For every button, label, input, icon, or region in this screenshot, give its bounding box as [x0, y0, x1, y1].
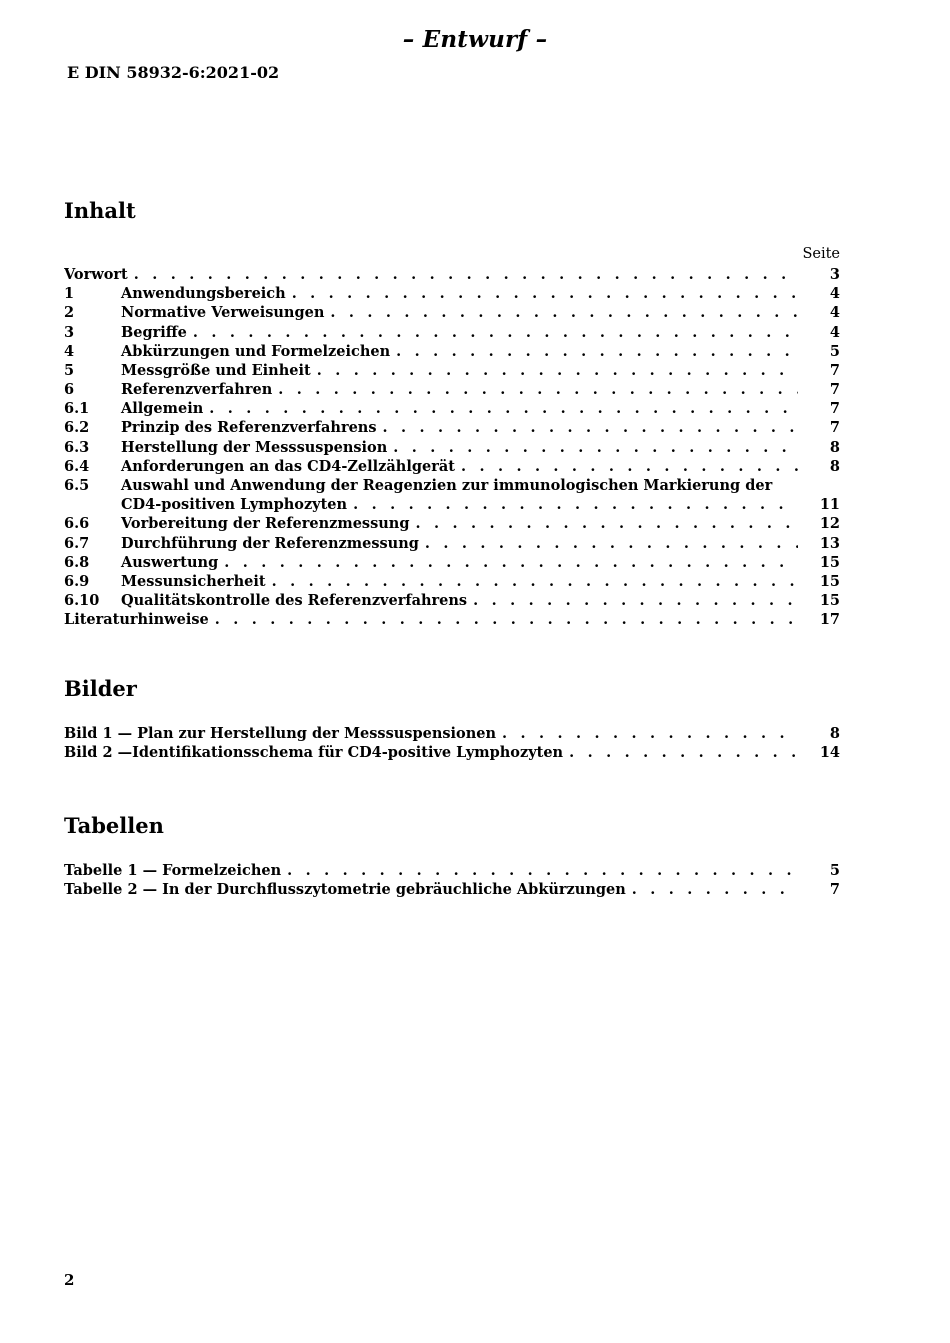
- toc-entry-6-7[interactable]: [64, 534, 840, 553]
- toc-entry-number: 6.9: [64, 572, 90, 590]
- toc-entry-page: 7: [829, 381, 840, 399]
- table-entry-page: 7: [829, 881, 840, 899]
- toc-entry-label: Auswertung: [121, 553, 219, 571]
- toc-entry-page: 4: [829, 304, 840, 322]
- leader-dots: [272, 572, 798, 591]
- toc-entry-page: 12: [819, 515, 840, 533]
- toc-entry-page: 13: [819, 534, 840, 552]
- leader-dots: [416, 514, 799, 533]
- leader-dots: [278, 380, 798, 399]
- document-id: E DIN 58932-6:2021-02: [67, 63, 280, 82]
- toc-entry-6-10[interactable]: [64, 591, 840, 610]
- toc-entry-number: 6.10: [64, 592, 100, 610]
- toc-entry-6-5-line2[interactable]: [64, 495, 840, 514]
- toc-entry-number: 1: [64, 285, 75, 303]
- toc-entry-6[interactable]: [64, 380, 840, 399]
- figure-entry-page: 8: [829, 724, 840, 742]
- toc-entry-label: Qualitätskontrolle des Referenzverfahrens: [121, 592, 468, 610]
- toc-entry-6-2[interactable]: [64, 419, 840, 438]
- toc-entry-vorwort[interactable]: [64, 265, 840, 284]
- toc-entry-page: 7: [829, 419, 840, 437]
- toc-entry-page: 15: [819, 553, 840, 571]
- toc-entry-number: 6.5: [64, 477, 90, 495]
- figure-entry-page: 14: [819, 744, 840, 762]
- toc-entry-number: 5: [64, 361, 75, 379]
- tables-title: Tabellen: [64, 813, 164, 838]
- toc-entry-label: Anwendungsbereich: [121, 285, 286, 303]
- leader-dots: [292, 284, 798, 303]
- toc-entry-label: Normative Verweisungen: [121, 304, 325, 322]
- toc-entry-number: 6.7: [64, 534, 90, 552]
- toc-entry-label: Allgemein: [121, 400, 204, 418]
- leader-dots: [330, 303, 798, 322]
- toc-entry-page: 8: [829, 438, 840, 456]
- toc-entry-page: 11: [819, 496, 840, 514]
- toc-entry-number: 6: [64, 381, 75, 399]
- toc-entry-label: Begriffe: [121, 323, 187, 341]
- table-entry-label: Tabelle 1 — Formelzeichen: [64, 861, 282, 879]
- toc-entry-page: 4: [829, 323, 840, 341]
- leader-dots: [632, 880, 798, 899]
- toc-entry-number: 6.3: [64, 438, 90, 456]
- toc-entry-page: 7: [829, 361, 840, 379]
- table-entry-2[interactable]: [64, 880, 840, 899]
- toc-entry-number: 4: [64, 342, 75, 360]
- toc-entry-literatur[interactable]: [64, 610, 840, 629]
- toc-entry-number: 6.2: [64, 419, 90, 437]
- toc-entry-page: 8: [829, 457, 840, 475]
- toc-entry-label: Vorwort: [64, 265, 128, 283]
- toc-entry-6-4[interactable]: [64, 457, 840, 476]
- table-entry-1[interactable]: [64, 861, 840, 880]
- table-entry-label: Tabelle 2 — In der Durchflusszytometrie gebräuchliche Abkürzungen: [64, 881, 626, 899]
- toc-entry-label: Durchführung der Referenzmessung: [121, 534, 419, 552]
- toc-entry-1[interactable]: [64, 284, 840, 303]
- toc-entry-4[interactable]: [64, 342, 840, 361]
- leader-dots: [502, 724, 798, 743]
- toc-entry-number: 6.1: [64, 400, 90, 418]
- toc-entry-label: Messunsicherheit: [121, 572, 266, 590]
- leader-dots: [287, 861, 798, 880]
- toc-entry-label-line1: Auswahl und Anwendung der Reagenzien zur immunologischen Markierung der: [121, 477, 773, 495]
- toc-entry-label: Herstellung der Messsuspension: [121, 438, 388, 456]
- toc-entry-page: 5: [829, 342, 840, 360]
- page-number: 2: [64, 1271, 75, 1289]
- toc-entry-6-8[interactable]: [64, 553, 840, 572]
- leader-dots: [396, 342, 798, 361]
- draft-label: – Entwurf –: [402, 26, 548, 53]
- leader-dots: [215, 610, 798, 629]
- leader-dots: [383, 419, 798, 438]
- toc-entry-number: 6.6: [64, 515, 90, 533]
- toc-entry-label: Prinzip des Referenzverfahrens: [121, 419, 377, 437]
- toc-entry-number: 3: [64, 323, 75, 341]
- table-entry-page: 5: [829, 861, 840, 879]
- toc-entry-page: 3: [829, 265, 840, 283]
- toc-entry-number: 6.8: [64, 553, 90, 571]
- toc-entry-page: 15: [819, 592, 840, 610]
- toc-entry-6-9[interactable]: [64, 572, 840, 591]
- figure-entry-2[interactable]: [64, 743, 840, 762]
- figures-title: Bilder: [64, 676, 137, 701]
- toc-entry-label: Literaturhinweise: [64, 611, 209, 629]
- toc-entry-2[interactable]: [64, 303, 840, 322]
- toc-entry-label: Anforderungen an das CD4-Zellzählgerät: [121, 457, 455, 475]
- toc-entry-label: Vorbereitung der Referenzmessung: [121, 515, 410, 533]
- figure-entry-1[interactable]: [64, 724, 840, 743]
- page-column-label: Seite: [802, 246, 840, 262]
- toc-entry-6-1[interactable]: [64, 399, 840, 418]
- contents-title: Inhalt: [64, 198, 136, 223]
- tables-list: [64, 861, 840, 899]
- leader-dots: [461, 457, 798, 476]
- leader-dots: [569, 743, 798, 762]
- leader-dots: [134, 265, 798, 284]
- toc-entry-page: 4: [829, 285, 840, 303]
- toc-entry-page: 15: [819, 572, 840, 590]
- toc-entry-page: 7: [829, 400, 840, 418]
- toc-entry-page: 17: [819, 611, 840, 629]
- toc-entry-number: 2: [64, 304, 75, 322]
- figure-entry-label: Bild 1 — Plan zur Herstellung der Messsuspensionen: [64, 724, 497, 742]
- leader-dots: [193, 323, 798, 342]
- leader-dots: [209, 399, 798, 418]
- toc-entry-number: 6.4: [64, 457, 90, 475]
- toc-entry-label: CD4-positiven Lymphozyten: [121, 496, 348, 514]
- leader-dots: [425, 534, 798, 553]
- contents-list: [64, 265, 840, 630]
- toc-entry-label: Abkürzungen und Formelzeichen: [121, 342, 391, 360]
- toc-entry-label: Messgröße und Einheit: [121, 361, 311, 379]
- figures-list: [64, 724, 840, 762]
- leader-dots: [353, 495, 798, 514]
- toc-entry-6-6[interactable]: [64, 514, 840, 533]
- leader-dots: [224, 553, 798, 572]
- leader-dots: [317, 361, 798, 380]
- toc-entry-6-3[interactable]: [64, 438, 840, 457]
- toc-entry-label: Referenzverfahren: [121, 381, 273, 399]
- toc-entry-5[interactable]: [64, 361, 840, 380]
- toc-entry-6-5-line1[interactable]: [64, 476, 840, 495]
- figure-entry-label: Bild 2 —Identifikationsschema für CD4-positive Lymphozyten: [64, 744, 564, 762]
- leader-dots: [393, 438, 798, 457]
- toc-entry-3[interactable]: [64, 323, 840, 342]
- leader-dots: [473, 591, 798, 610]
